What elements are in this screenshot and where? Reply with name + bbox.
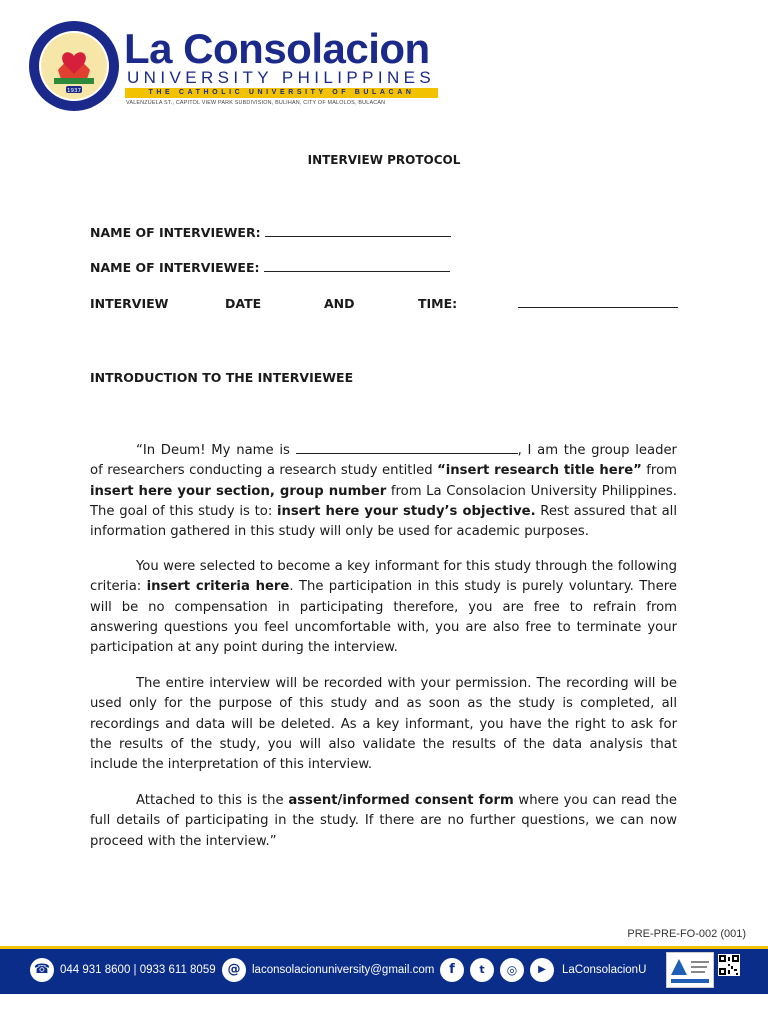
facebook-icon[interactable]: f: [440, 958, 464, 982]
paragraph-2: You were selected to become a key informant for this study through the following criteria: insert criteria here. The participation in this study is purely voluntary. There will be no compensation in participating therefore, you are free to refrain from answering questions you feel uncomfortable with, you are also free to terminate your participation at any point during the interview.: [90, 559, 677, 656]
university-seal-logo: [28, 20, 120, 112]
footer-phone: 044 931 8600 | 0933 611 8059: [60, 964, 216, 976]
certification-badge: [666, 952, 714, 988]
brand-tagline-bar: [125, 88, 438, 98]
phone-icon: ☎: [30, 958, 54, 982]
interviewee-field: [90, 260, 450, 275]
brand-subtitle: UNIVERSITY PHILIPPINES: [127, 68, 436, 87]
interviewer-field: [90, 225, 451, 240]
paragraph-1: “In Deum! My name is , I am the group leader of researchers conducting a research study entitled “insert research title here” from insert here your section, group number from La Consolacion University Philippines. The goal of this study is to: insert here your study’s objective. Rest assured that all information gathered in this study will only be used for academic purposes.: [90, 443, 677, 540]
svg-text:1937: 1937: [67, 88, 81, 94]
interviewer-blank-line: [265, 225, 451, 237]
qr-code-icon: [718, 954, 740, 976]
brand-address: VALENZUELA ST., CAPITOL VIEW PARK SUBDIVISION, BULIHAN, CITY OF MALOLOS, BULACAN: [126, 100, 386, 106]
brand-tagline: THE CATHOLIC UNIVERSITY OF BULACAN: [148, 89, 415, 96]
datetime-word-interview: INTERVIEW: [90, 296, 169, 311]
youtube-icon[interactable]: ▶: [530, 958, 554, 982]
at-icon: @: [222, 958, 246, 982]
footer-social-handle: LaConsolacionU: [562, 964, 647, 976]
interviewer-label: NAME OF INTERVIEWER:: [90, 225, 261, 240]
paragraph-4: Attached to this is the assent/informed consent form where you can read the full details of participating in the study. If there are no further questions, we can now proceed with the interview.”: [90, 793, 677, 849]
twitter-icon[interactable]: t: [470, 958, 494, 982]
name-blank-line: [296, 441, 518, 454]
datetime-word-and: AND: [324, 296, 355, 311]
section-heading: INTRODUCTION TO THE INTERVIEWEE: [90, 370, 354, 385]
footer-email: laconsolacionuniversity@gmail.com: [252, 964, 435, 976]
form-code: PRE-PRE-FO-002 (001): [627, 928, 746, 940]
datetime-word-date: DATE: [225, 296, 262, 311]
interviewee-blank-line: [264, 260, 450, 272]
document-title: INTERVIEW PROTOCOL: [307, 153, 461, 167]
datetime-blank-line: [518, 307, 678, 308]
paragraph-3: The entire interview will be recorded with your permission. The recording will be used only for the purpose of this study and as soon as the study is completed, all recordings and data will be deleted. As a key informant, you have the right to ask for the results of the study, you will also validate the results of the data analysis that include the interpretation of this interview.: [90, 676, 677, 773]
instagram-icon[interactable]: ◎: [500, 958, 524, 982]
brand-name: La Consolacion: [124, 25, 430, 72]
datetime-word-time: TIME:: [418, 296, 458, 311]
interviewee-label: NAME OF INTERVIEWEE:: [90, 260, 260, 275]
